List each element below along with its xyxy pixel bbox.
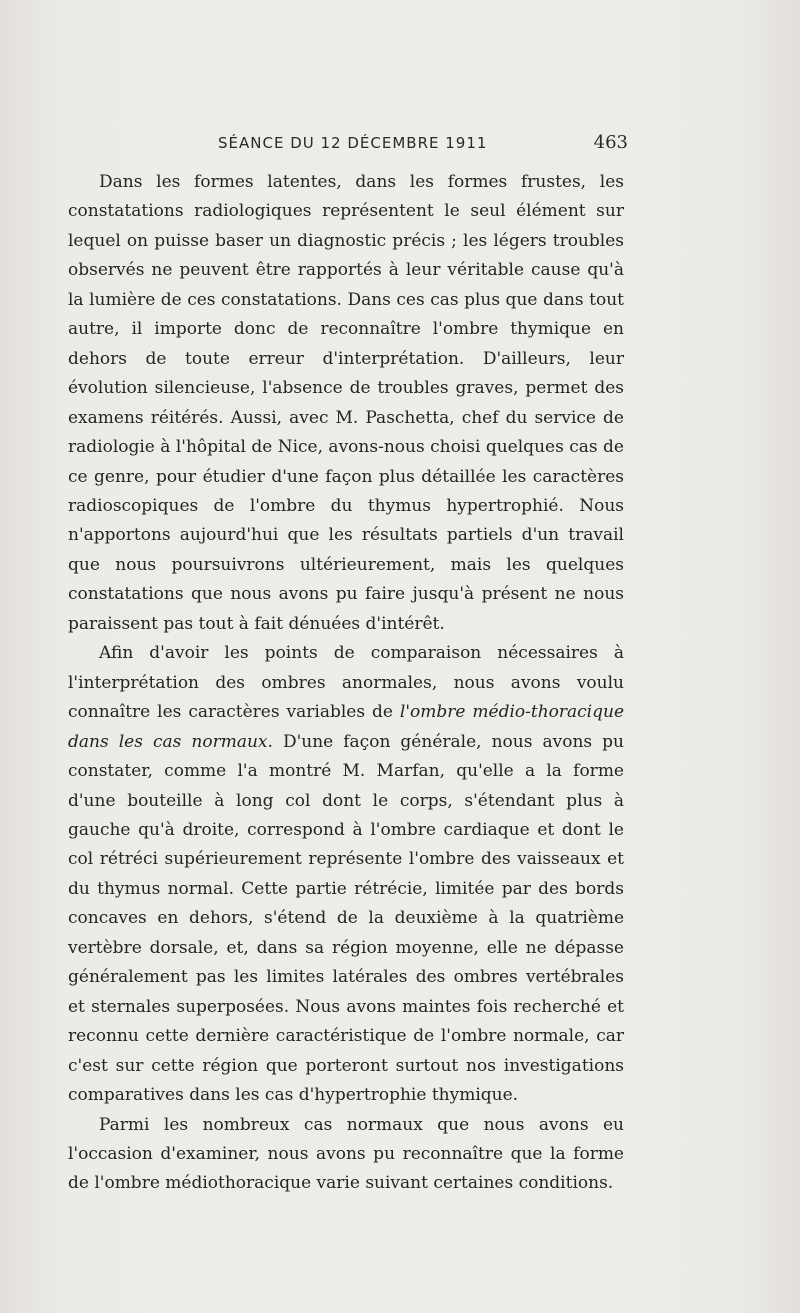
page-number: 463 [593,132,628,153]
paragraph-2-italic-phrase: l'ombre médio-thoracique dans les cas normaux [68,702,625,752]
running-title: SÉANCE DU 12 DÉCEMBRE 1911 [218,134,488,152]
paragraph-2 [68,639,624,1110]
paragraph-3: Parmi les nombreux cas normaux que nous avons eu l'occasion d'examiner, nous avons pu reconnaître que la forme de l'ombre médiothoracique varie suivant certaines conditions. [68,1114,624,1194]
running-header [218,132,628,156]
paragraph-1: Dans les formes latentes, dans les formes frustes, les constatations radiologiques représentent le seul élément sur lequel on puisse baser un diagnostic précis ; les légers troubles observés ne peuvent être rapportés à leur véritable cause qu'à la lumière de ces constatations. Dans ces cas plus que dans tout autre, il importe donc de reconnaître l'ombre thymique en dehors de toute erreur d'interprétation. D'ailleurs, leur évolution silencieuse, l'absence de troubles graves, permet des examens réitérés. Aussi, avec M. Paschetta, chef du service de radiologie à l'hôpital de Nice, avons-nous choisi quelques cas de ce genre, pour étudier d'une façon plus détaillée les caractères radioscopiques de l'ombre du thymus hypertrophié. Nous n'apportons aujourd'hui que les résultats partiels d'un travail que nous poursuivrons ultérieurement, mais les quelques constatations que nous avons pu faire jusqu'à présent ne nous paraissent pas tout à fait dénuées d'intérêt. [68,172,624,634]
body-text [68,168,624,1199]
paragraph-2-text-before: Afin d'avoir les points de comparaison nécessaires à l'interprétation des ombres anormales, nous avons voulu connaître les caractères variables de [68,643,624,723]
paragraph-2-text-after: . D'une façon générale, nous avons pu constater, comme l'a montré M. Marfan, qu'elle a la forme d'une bouteille à long col dont le corps, s'étendant plus à gauche qu'à droite, correspond à l'ombre cardiaque et dont le col rétréci supérieurement représente l'ombre des vaisseaux et du thymus normal. Cette partie rétrécie, limitée par des bords concaves en dehors, s'étend de la deuxième à la quatrième vertèbre dorsale, et, dans sa région moyenne, elle ne dépasse généralement pas les limites latérales des ombres vertébrales et sternales superposées. Nous avons maintes fois recherché et reconnu cette dernière caractéristique de l'ombre normale, car c'est sur cette région que porteront surtout nos investigations comparatives dans les cas d'hypertrophie thymique. [68,731,624,1106]
